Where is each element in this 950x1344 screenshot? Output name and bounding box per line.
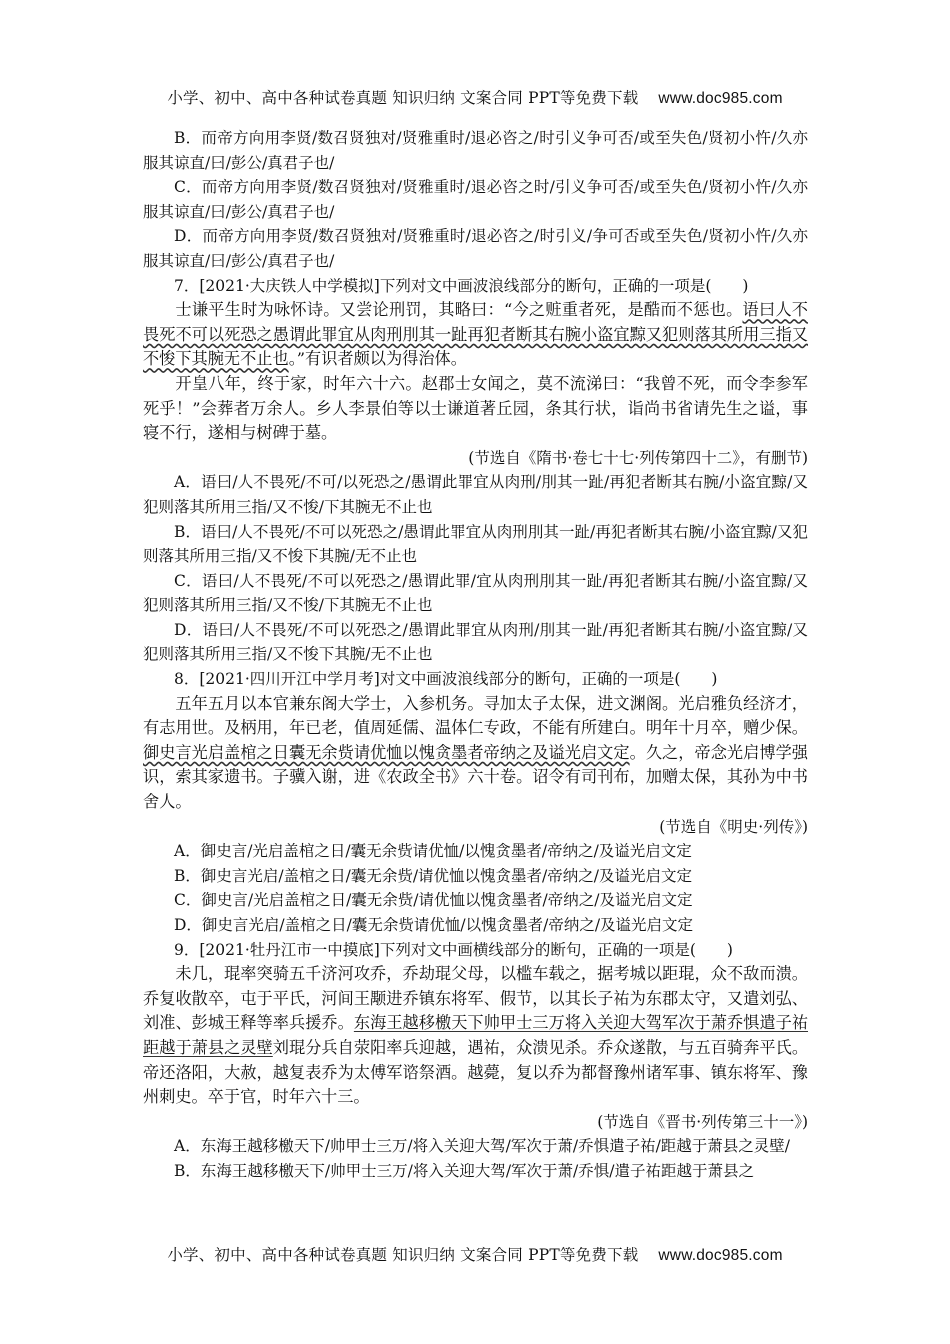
- q8-source: (节选自《明史·列传》): [659, 817, 808, 836]
- page-header: [0, 86, 950, 108]
- header-site-link[interactable]: www.doc985.com: [658, 90, 783, 107]
- q6-option-d: D．而帝方向用李贤/数召贤独对/贤雅重时/退必咨之/时引义/争可否或至失色/贤初小忤/久亦服其谅直/曰/彭公/真君子也/: [143, 227, 808, 270]
- q7-passage-2: 开皇八年，终于家，时年六十六。赵郡士女闻之，莫不流涕曰：“我曾不死，而令李参军死乎！”会葬者万余人。乡人李景伯等以士谦道著丘园，条其行状，诣尚书省请先生之谥，事寝不行，遂相与树碑于墓。: [143, 373, 808, 443]
- q7-option-c: C．语曰/人不畏死/不可以死恐之/愚谓此罪/宜从肉刑刖其一趾/再犯者断其右腕/小盗宜黥/又犯则落其所用三指/又不悛/下其腕无不止也: [143, 571, 808, 615]
- q7-passage-1-pre: 士谦平生时为咏怀诗。又尝论刑罚，其略曰：“今之赃重者死，是酷而不惩也。: [175, 300, 743, 320]
- q7-source: (节选自《隋书·卷七十七·列传第四十二》，有删节): [468, 448, 808, 467]
- q8-option-c: C．御史言/光启盖棺之日/囊无余赀/请优恤以愧贪墨者/帝纳之/及谥光启文定: [174, 891, 693, 910]
- q7-stem: 7．[2021·大庆铁人中学模拟]下列对文中画波浪线部分的断句，正确的一项是( ): [174, 276, 749, 295]
- q7-option-d: D．语曰/人不畏死/不可以死恐之/愚谓此罪宜从肉刑/刖其一趾/再犯者断其右腕/小盗宜黥/又犯则落其所用三指/又不悛下其腕/无不止也: [143, 620, 808, 664]
- q8-option-a: A．御史言/光启盖棺之日/囊无余赀请优恤/以愧贪墨者/帝纳之/及谥光启文定: [174, 842, 692, 861]
- q8-option-b: B．御史言光启/盖棺之日/囊无余赀/请优恤以愧贪墨者/帝纳之/及谥光启文定: [174, 866, 693, 885]
- document-body: [143, 126, 808, 1184]
- q9-underlined-segment: 东海王越移檄天下帅甲士三万将入关迎大驾军次于萧乔惧遣子祐距越于萧县之灵壁: [143, 1013, 809, 1057]
- header-slogan: 小学、初中、高中各种试卷真题 知识归纳 文案合同 PPT等免费下载: [167, 89, 639, 107]
- q7-passage-1-post: 。”有识者颇以为得治体。: [288, 349, 467, 369]
- q8-passage-pre: 五年五月以本官兼东阁大学士，入参机务。寻加太子太保，进文渊阁。光启雅负经济才，有志用世。及柄用，年已老，值周延儒、温体仁专政，不能有所建白。明年十月卒，赠少保。: [143, 693, 808, 738]
- q8-option-d: D．御史言光启/盖棺之日/囊无余赀请优恤/以愧贪墨者/帝纳之/及谥光启文定: [174, 916, 694, 934]
- q9-passage: [143, 962, 808, 1110]
- q9-passage-post: 刘琨分兵自荥阳率兵迎越，遇祐，众溃见杀。乔众遂散，与五百骑奔平氏。帝还洛阳，大赦，越复表乔为太傅军谘祭酒。越薨，复以乔为都督豫州诸军事、镇东将军、豫州刺史。卒于官，时年六十三。: [143, 1037, 809, 1107]
- q9-passage-pre: 未几，琨率突骑五千济河攻乔，乔劫琨父母，以槛车载之，据考城以距琨，众不敌而溃。乔复收散卒，屯于平氏，河间王颙进乔镇东将军、假节，以其长子祐为东郡太守，又遣刘弘、刘准、彭城王释等率兵援乔。: [143, 964, 808, 1033]
- q7-option-a: A．语曰/人不畏死/不可/以死恐之/愚谓此罪宜从肉刑/刖其一趾/再犯者断其右腕/小盗宜黥/又犯则落其所用三指/又不悛/下其腕无不止也: [143, 473, 808, 516]
- q6-option-c: C．而帝方向用李贤/数召贤独对/贤雅重时/退必咨之时/引义争可否/或至失色/贤初小忤/久亦服其谅直/曰/彭公/真君子也/: [143, 178, 808, 221]
- q7-option-b: B．语曰/人不畏死/不可以死恐之/愚谓此罪宜从肉刑刖其一趾/再犯者断其右腕/小盗宜黥/又犯则落其所用三指/又不悛下其腕/无不止也: [143, 522, 808, 566]
- footer-site-link[interactable]: www.doc985.com: [658, 1247, 783, 1264]
- q8-passage: [143, 692, 808, 815]
- q9-stem: 9．[2021·牡丹江市一中摸底]下列对文中画横线部分的断句，正确的一项是( ): [174, 940, 733, 959]
- q7-wavy-segment: 语曰人不畏死不可以死恐之愚谓此罪宜从肉刑刖其一趾再犯者断其右腕小盗宜黥又犯则落其所用三指又不悛下其腕无不止也: [143, 300, 808, 369]
- q8-wavy-segment: 御史言光启盖棺之日囊无余赀请优恤以愧贪墨者帝纳之及谥光启文定: [143, 742, 630, 762]
- q7-passage-1: [143, 298, 808, 372]
- q8-passage-post: 。久之，帝念光启博学强识，索其家遗书。子骥入谢，进《农政全书》六十卷。诏令有司刊布，加赠太保，其孙为中书舍人。: [143, 742, 808, 812]
- q6-option-b: B．而帝方向用李贤/数召贤独对/贤雅重时/退必咨之/时引义争可否/或至失色/贤初小忤/久亦服其谅直/曰/彭公/真君子也/: [143, 129, 808, 172]
- q9-option-a: A．东海王越移檄天下/帅甲士三万/将入关迎大驾/军次于萧/乔惧遣子祐/距越于萧县之灵壁/: [174, 1137, 791, 1156]
- q9-option-b: B．东海王越移檄天下/帅甲士三万/将入关迎大驾/军次于萧/乔惧/遣子祐距越于萧县之: [174, 1161, 755, 1180]
- q8-stem: 8．[2021·四川开江中学月考]对文中画波浪线部分的断句，正确的一项是( ): [174, 670, 718, 689]
- footer-slogan: 小学、初中、高中各种试卷真题 知识归纳 文案合同 PPT等免费下载: [167, 1246, 639, 1264]
- page-footer: [0, 1243, 950, 1265]
- q9-source: (节选自《晋书·列传第三十一》): [597, 1112, 808, 1131]
